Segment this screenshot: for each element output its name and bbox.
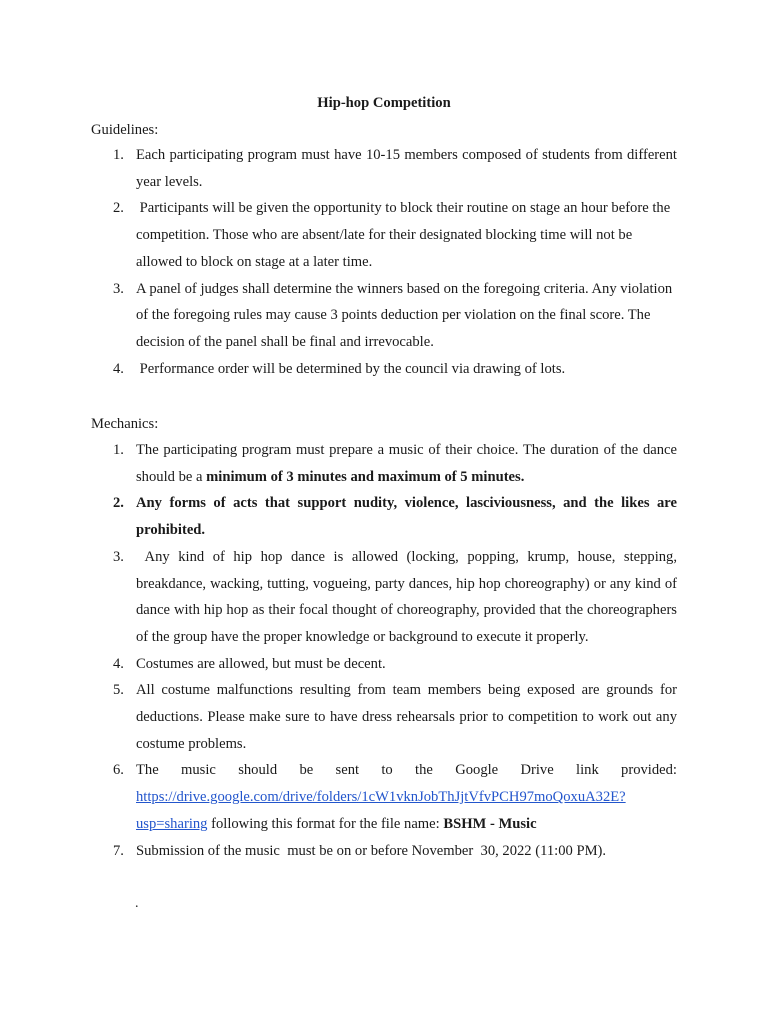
- list-number: 3.: [113, 280, 124, 297]
- guideline-text: Performance order will be determined by the council via drawing of lots.: [136, 360, 566, 377]
- drive-link-continued[interactable]: usp=sharing: [136, 815, 208, 832]
- guidelines-list: [91, 142, 677, 382]
- drive-link[interactable]: https://drive.google.com/drive/folders/1cW1vknJobThJjtVfvPCH97moQoxuA32E?: [136, 789, 626, 806]
- guideline-item: [91, 195, 677, 275]
- mechanic-item: [91, 677, 677, 757]
- mechanic-item: [91, 651, 677, 678]
- guideline-text: Each participating program must have 10-15 members composed of students from different year levels.: [136, 147, 677, 190]
- mechanic-text: All costume malfunctions resulting from team members being exposed are grounds for deductions. Please make sure to have dress rehearsals prior to competition to work out any costume problems.: [136, 682, 677, 752]
- mechanics-list: [91, 437, 681, 864]
- mechanic-text: The music should be sent to the Google Drive link provided:: [136, 762, 677, 779]
- guideline-item: [91, 142, 677, 195]
- list-number: 1.: [113, 147, 124, 163]
- mechanic-item: [91, 544, 681, 651]
- duration-rule: minimum of 3 minutes and maximum of 5 minutes.: [206, 468, 525, 485]
- mechanic-text: Costumes are allowed, but must be decent.: [136, 655, 386, 672]
- guideline-item: [91, 356, 677, 383]
- list-number: 4.: [113, 655, 124, 672]
- mechanic-text: Submission of the music must be on or before November 30, 2022 (11:00 PM).: [136, 842, 607, 859]
- mechanic-text: Any kind of hip hop dance is allowed (locking, popping, krump, house, stepping, breakdance, wacking, tutting, vogueing, party dances, hip hop choreography) or any kind of dance with hip hop as their focal thought of choreography, provided that the choreographers of the group have the proper knowledge or background to execute it properly.: [136, 548, 681, 645]
- guideline-item: [91, 276, 677, 356]
- list-number: 7.: [113, 842, 124, 859]
- page-title: Hip-hop Competition: [317, 95, 451, 111]
- file-name-format: BSHM - Music: [443, 815, 537, 832]
- list-number: 6.: [113, 762, 124, 779]
- mechanics-heading: Mechanics:: [91, 416, 159, 432]
- mechanic-text: Any forms of acts that support nudity, violence, lasciviousness, and the likes are prohibited.: [136, 495, 677, 539]
- list-number: 3.: [113, 548, 124, 565]
- mechanic-text: The participating program must prepare a music of their choice. The duration of the dance should be a: [136, 442, 677, 485]
- list-number: 2.: [113, 200, 124, 217]
- guideline-text: Participants will be given the opportunity to block their routine on stage an hour before the competition. Those who are absent/late for their designated blocking time will not be allowed to block on stage at a later time.: [136, 200, 674, 270]
- list-number: 2.: [113, 495, 124, 512]
- mechanic-item: [91, 838, 677, 865]
- trailing-mark: .: [135, 896, 139, 911]
- list-number: 5.: [113, 682, 124, 699]
- mechanic-item: [91, 437, 677, 490]
- mechanic-item: [91, 490, 677, 543]
- list-number: 1.: [113, 442, 124, 458]
- list-number: 4.: [113, 360, 124, 377]
- mechanic-item: [91, 757, 677, 837]
- guideline-text: A panel of judges shall determine the winners based on the foregoing criteria. Any violation of the foregoing rules may cause 3 points deduction per violation on the final score. The decision of the panel shall be final and irrevocable.: [136, 280, 673, 350]
- mechanic-text: following this format for the file name:: [207, 815, 444, 832]
- guidelines-heading: Guidelines:: [91, 122, 159, 138]
